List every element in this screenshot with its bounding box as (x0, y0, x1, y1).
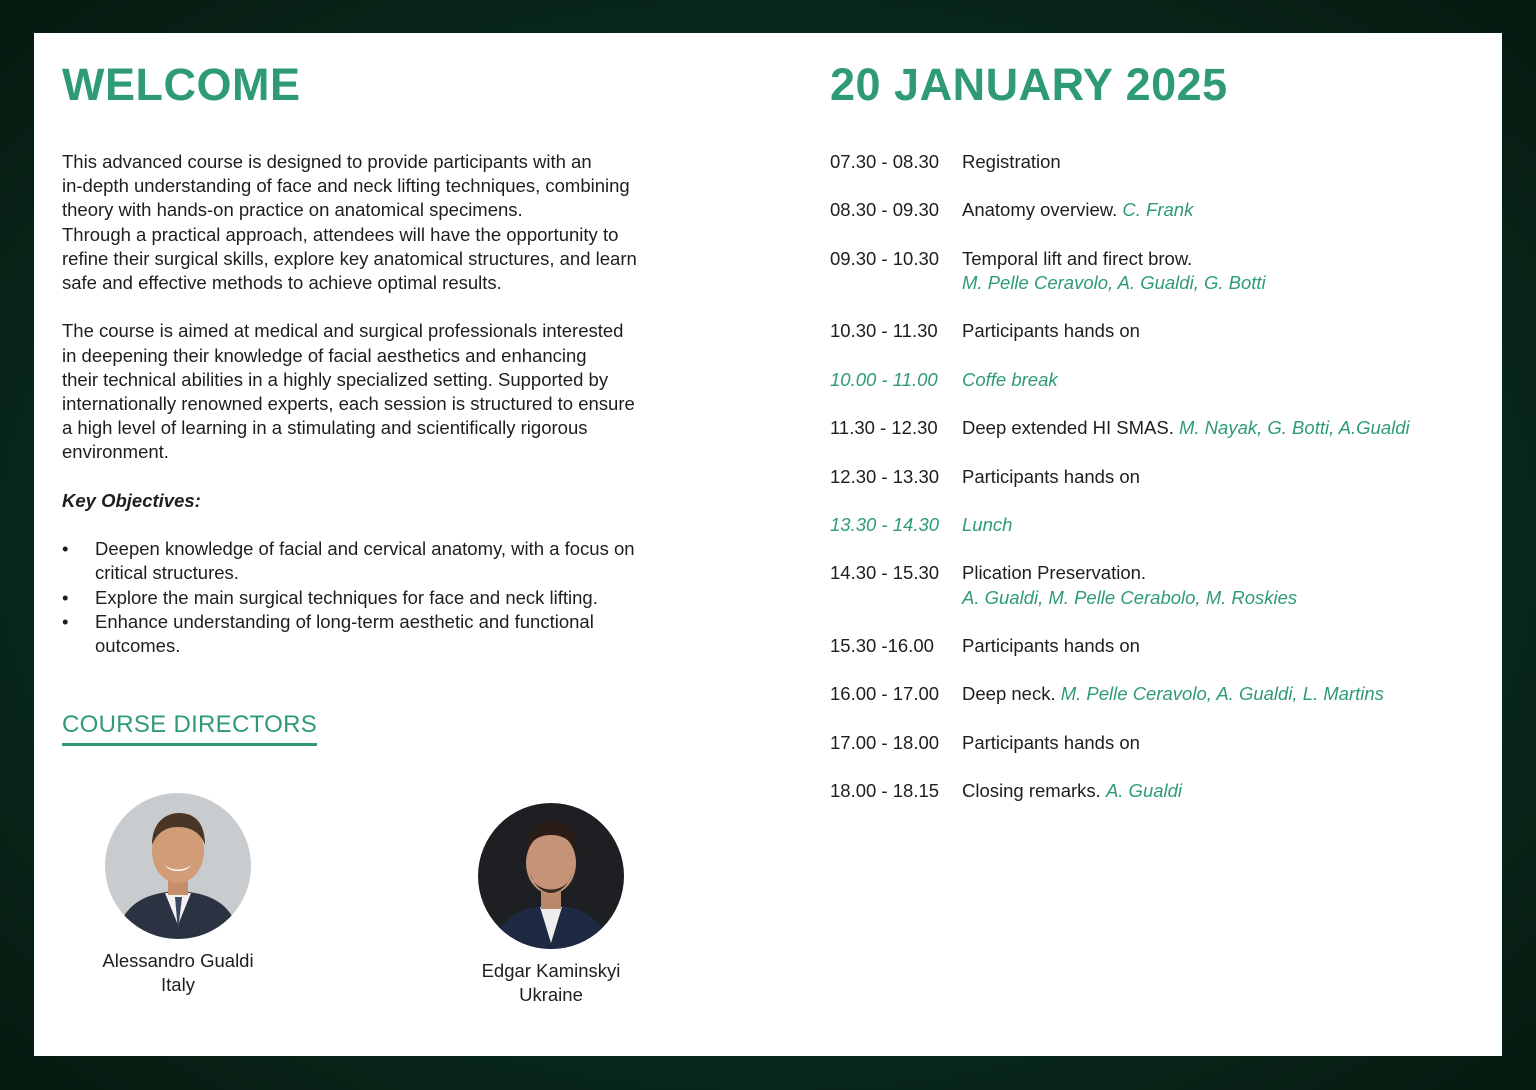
text-line: a high level of learning in a stimulating and scientifically rigorous (62, 417, 588, 439)
schedule-title (962, 513, 1470, 537)
text-line: The course is aimed at medical and surgical professionals interested (62, 320, 624, 342)
session-title: Participants hands on (962, 731, 1140, 753)
schedule-time: 13.30 - 14.30 (830, 514, 940, 535)
schedule-time: 14.30 - 15.30 (830, 562, 940, 584)
schedule-title (962, 682, 1470, 706)
session-speakers: M. Pelle Ceravolo, A. Gualdi, G. Botti (962, 272, 1266, 293)
text-line: internationally renowned experts, each session is structured to ensure (62, 393, 635, 415)
schedule-title (962, 634, 1470, 658)
text-line: refine their surgical skills, explore key anatomical structures, and learn (62, 247, 637, 269)
person-photo-icon (105, 793, 251, 939)
schedule-time: 12.30 - 13.30 (830, 465, 940, 487)
director-photo (478, 803, 624, 949)
session-title: Deep extended HI SMAS. (962, 417, 1174, 439)
welcome-text (62, 150, 702, 658)
session-title: Registration (962, 151, 1061, 172)
schedule-time: 15.30 -16.00 (830, 635, 934, 656)
welcome-title: WELCOME (62, 59, 301, 110)
schedule-date-title: 20 JANUARY 2025 (830, 59, 1228, 110)
session-speakers: M. Pelle Ceravolo, A. Gualdi, L. Martins (1060, 683, 1384, 705)
schedule-title (962, 150, 1470, 174)
schedule-time: 11.30 - 12.30 (830, 417, 938, 439)
person-photo-icon (478, 803, 624, 949)
session-title: Temporal lift and firect brow. (962, 247, 1193, 269)
schedule-title (962, 198, 1470, 222)
session-title: Closing remarks. (962, 780, 1101, 802)
text-line: theory with hands-on practice on anatomical specimens. (62, 199, 523, 221)
schedule-time: 09.30 - 10.30 (830, 247, 940, 269)
director-name: Alessandro Gualdi (102, 950, 254, 971)
brochure-page (34, 33, 1502, 1056)
text-line: This advanced course is designed to provide participants with an (62, 151, 592, 172)
session-title: Participants hands on (962, 635, 1140, 656)
director-country: Ukraine (519, 984, 583, 1006)
objective-text: Enhance understanding of long-term aesthetic and functional (95, 610, 594, 632)
session-title: Coffe break (962, 368, 1058, 390)
session-title: Participants hands on (962, 320, 1140, 342)
session-speakers: M. Nayak, G. Botti, A.Gualdi (1178, 417, 1410, 439)
schedule-title (962, 416, 1470, 440)
text-line: safe and effective methods to achieve optimal results. (62, 272, 502, 294)
schedule-time: 08.30 - 09.30 (830, 199, 940, 221)
director-card (58, 793, 298, 997)
welcome-paragraph-1 (62, 150, 702, 295)
schedule-time: 10.00 - 11.00 (830, 368, 938, 390)
session-speakers: A. Gualdi (1105, 780, 1183, 802)
text-line: in deepening their knowledge of facial aesthetics and enhancing (62, 344, 587, 366)
schedule-time: 16.00 - 17.00 (830, 683, 940, 705)
schedule-time: 10.30 - 11.30 (830, 320, 938, 342)
session-title: Participants hands on (962, 465, 1140, 487)
key-objectives-list (62, 537, 702, 658)
schedule-time: 18.00 - 18.15 (830, 780, 940, 802)
objective-text: critical structures. (95, 562, 239, 584)
objective-item (62, 610, 702, 658)
director-card (431, 803, 671, 1007)
schedule-time: 07.30 - 08.30 (830, 151, 940, 172)
objective-item (62, 537, 702, 585)
schedule-title (962, 731, 1470, 755)
text-line: in-depth understanding of face and neck lifting techniques, combining (62, 175, 630, 197)
director-name: Edgar Kaminskyi (481, 960, 621, 981)
session-title: Anatomy overview. (962, 199, 1118, 221)
schedule-title (962, 561, 1470, 609)
objective-text: Explore the main surgical techniques for face and neck lifting. (95, 586, 598, 608)
schedule-title (962, 319, 1470, 343)
director-photo (105, 793, 251, 939)
text-line: environment. (62, 441, 169, 463)
objective-text: outcomes. (95, 635, 181, 657)
bullet-icon: • (62, 538, 69, 560)
bullet-icon: • (62, 610, 69, 632)
director-country: Italy (161, 974, 195, 996)
session-title: Lunch (962, 514, 1013, 535)
schedule-time: 17.00 - 18.00 (830, 731, 940, 753)
welcome-paragraph-2 (62, 319, 702, 464)
key-objectives-title: Key Objectives: (62, 489, 201, 511)
schedule-title (962, 465, 1470, 489)
objective-text: Deepen knowledge of facial and cervical anatomy, with a focus on (95, 538, 635, 560)
session-speakers: C. Frank (1122, 199, 1194, 221)
text-line: Through a practical approach, attendees will have the opportunity to (62, 223, 619, 245)
bullet-icon: • (62, 586, 69, 608)
session-title: Plication Preservation. (962, 562, 1147, 584)
session-speakers: A. Gualdi, M. Pelle Cerabolo, M. Roskies (962, 586, 1298, 608)
schedule-title (962, 779, 1470, 803)
session-title: Deep neck. (962, 683, 1056, 705)
schedule-title (962, 247, 1470, 295)
schedule-title (962, 368, 1470, 392)
objective-item (62, 586, 702, 610)
course-directors-title: COURSE DIRECTORS (62, 711, 317, 746)
text-line: their technical abilities in a highly specialized setting. Supported by (62, 368, 609, 390)
